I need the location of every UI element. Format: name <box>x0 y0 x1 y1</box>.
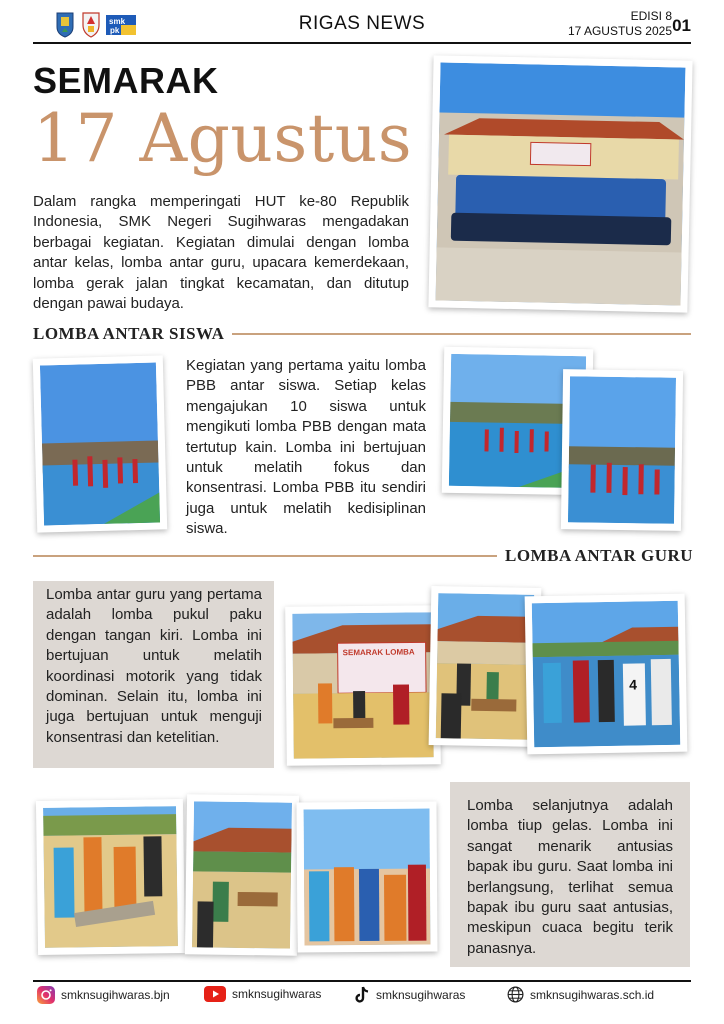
footer-website[interactable] <box>507 986 654 1003</box>
section-title-siswa: LOMBA ANTAR SISWA <box>33 324 225 343</box>
headline-line2: 17 Agustus <box>33 100 413 177</box>
tiktok-handle: smknsugihwaras <box>376 988 466 1002</box>
guru-photo-bottom-1 <box>36 799 185 955</box>
edition-date: 17 AGUSTUS 2025 <box>567 24 672 38</box>
svg-text:smk: smk <box>109 17 126 26</box>
pbb-photo-image <box>40 363 160 526</box>
banner-text: SEMARAK LOMBA <box>342 647 415 658</box>
header-rule <box>33 42 691 44</box>
guru-paragraph-1: Lomba antar guru yang pertama adalah lomba pukul paku dengan tangan kiri. Lomba ini bertujuan untuk melatih koordinasi motorik yang tidak dominan. Selain itu, lomba ini juga bertujuan untuk menguji konsentrasi dan ketelitian. <box>46 586 262 746</box>
footer-rule <box>33 980 691 982</box>
tiup-gelas-photo-image <box>192 801 292 948</box>
youtube-handle: smknsugihwaras <box>232 987 322 1001</box>
guru-paragraph-2: Lomba selanjutnya adalah lomba tiup gelas. Lomba ini sangat menarik antusias bapak ibu guru. Saat lomba ini berlangsung, terlihat semua bapak ibu guru saat antusias, meskipun cuaca begitu terik panasnya. <box>467 797 673 957</box>
edition-number: EDISI 8 <box>630 9 672 23</box>
intro-paragraph: Dalam rangka memperingati HUT ke-80 Republik Indonesia, SMK Negeri Sugihwaras mengadakan berbagai kegiatan. Kegiatan dimulai dengan lomba antar kelas, lomba antar guru, upacara kemerdekaan, lomba gerak jalan tingkat kecamatan, dan ditutup dengan pawai budaya. <box>33 193 409 313</box>
pbb-photo-image <box>568 376 676 523</box>
siswa-paragraph: Kegiatan yang pertama yaitu lomba PBB antar siswa. Setiap kelas mengajukan 10 siswa untuk mengikuti lomba PBB dengan mata tertutup kain. Lomba ini bertujuan untuk melatih fokus dan konsentrasi. Lomba PBB itu sendiri juga untuk melatih kedisiplinan siswa. <box>186 357 426 538</box>
tiup-gelas-photo-image <box>304 809 431 946</box>
tiup-gelas-photo-image <box>43 806 178 948</box>
masthead: RIGAS NEWS <box>298 13 426 34</box>
instagram-icon <box>37 986 55 1004</box>
guru-photo-banner <box>285 605 441 766</box>
globe-icon <box>507 986 524 1003</box>
svg-text:pk: pk <box>110 26 120 35</box>
footer-instagram[interactable] <box>37 986 170 1004</box>
footer-tiktok[interactable] <box>354 986 465 1004</box>
tiktok-icon <box>354 986 370 1004</box>
jersey-number: 4 <box>629 676 638 693</box>
section-title-guru: LOMBA ANTAR GURU <box>505 546 694 565</box>
youtube-icon <box>204 986 226 1002</box>
guru-photo-bottom-3 <box>296 802 437 953</box>
edition-block <box>568 9 672 39</box>
paku-photo-image <box>292 612 434 758</box>
section-divider-guru <box>33 555 497 557</box>
instagram-handle: smknsugihwaras.bjn <box>61 988 170 1002</box>
hero-photo <box>428 55 692 312</box>
guru-text-box-1 <box>33 581 274 768</box>
headline-line1: SEMARAK <box>33 60 219 101</box>
paku-photo-image <box>436 593 535 740</box>
guru-text-box-2 <box>450 782 690 967</box>
page-number: 01 <box>672 16 691 35</box>
guru-photo-right <box>525 594 688 755</box>
group-photo-image <box>436 62 686 305</box>
footer-youtube[interactable] <box>204 986 321 1002</box>
siswa-photo-left <box>33 355 168 532</box>
paku-photo-image <box>532 601 680 748</box>
website-url: smknsugihwaras.sch.id <box>530 987 655 1002</box>
section-divider-siswa <box>232 333 691 335</box>
guru-photo-bottom-2 <box>185 794 299 956</box>
siswa-photo-right <box>561 369 683 531</box>
